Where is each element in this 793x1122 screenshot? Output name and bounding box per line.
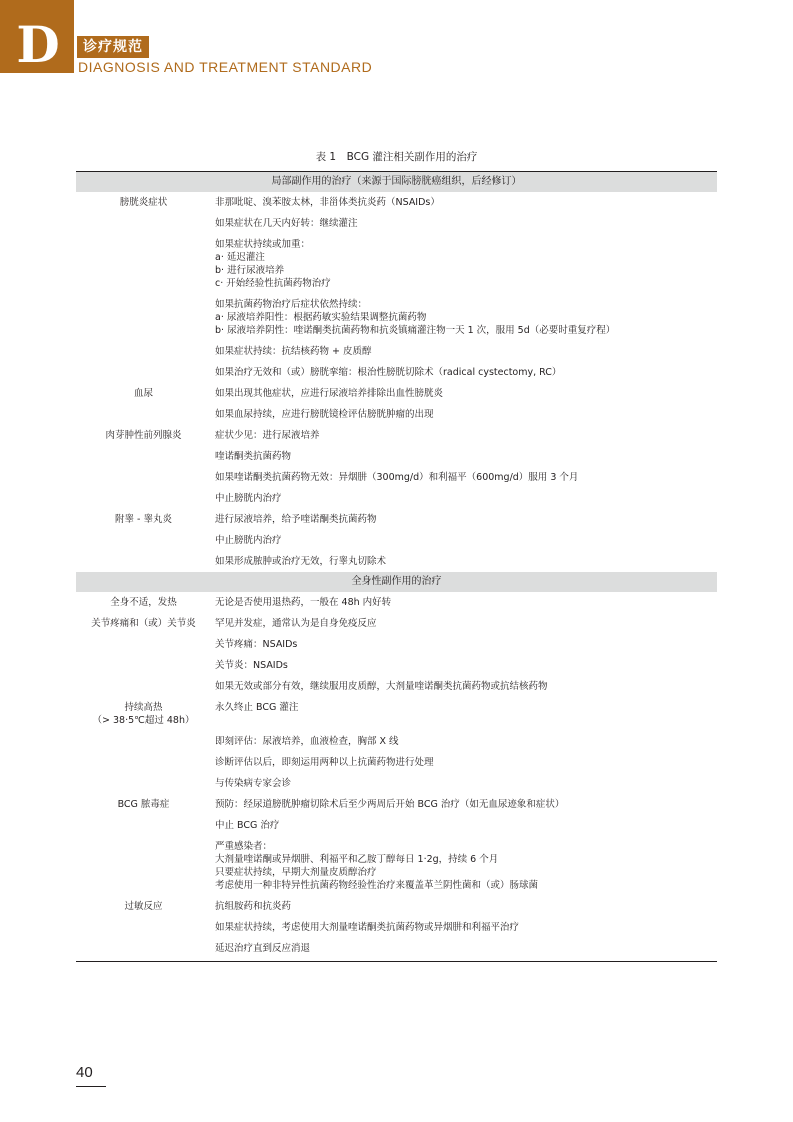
section-spacer [76,955,717,961]
table-row [76,756,717,769]
row-category-label: 附睾 - 睾丸炎 [115,514,172,525]
table-row [76,840,717,892]
treatment-line: 如果症状持续或加重： [215,239,311,250]
row-category [76,680,211,693]
treatment-line: 喹诺酮类抗菌药物 [215,451,292,462]
treatment-line: 如果抗菌药物治疗后症状依然持续： [215,299,368,310]
row-category-label: 膀胱炎症状 [119,197,168,208]
treatment-line: 关节炎：NSAIDs [215,660,288,671]
row-category [76,617,211,630]
treatment-line: b· 进行尿液培养 [215,265,285,276]
row-treatment [211,408,717,421]
table-row [76,238,717,290]
row-treatment [211,471,717,484]
row-treatment [211,298,717,337]
row-treatment [211,680,717,693]
treatment-line: 如果出现其他症状，应进行尿液培养排除出血性膀胱炎 [215,388,444,399]
table-row [76,900,717,913]
row-treatment [211,196,717,209]
table-section-heading: 局部副作用的治疗（来源于国际膀胱癌组织，后经修订） [76,172,717,192]
row-category [76,196,211,209]
row-treatment [211,345,717,358]
treatment-line: 与传染病专家会诊 [215,778,292,789]
table-row [76,659,717,672]
treatment-line: c· 开始经验性抗菌药物治疗 [215,278,331,289]
table-row [76,345,717,358]
row-category [76,345,211,358]
treatment-line: 中止膀胱内治疗 [215,493,282,504]
treatment-line: 如果症状在几天内好转：继续灌注 [215,218,358,229]
table-row [76,617,717,630]
table-row [76,366,717,379]
table-row [76,777,717,790]
treatment-line: 严重感染者： [215,841,273,852]
table-row [76,217,717,230]
row-category [76,819,211,832]
treatment-line: a· 延迟灌注 [215,252,265,263]
treatment-line: 中止膀胱内治疗 [215,535,282,546]
table-row [76,471,717,484]
treatment-line: 大剂量喹诺酮或异烟肼、利福平和乙胺丁醇每日 1·2g，持续 6 个月 [215,854,499,865]
treatment-line: 只要症状持续，早期大剂量皮质醇治疗 [215,867,377,878]
table-row [76,555,717,568]
treatment-line: 关节疼痛：NSAIDs [215,639,298,650]
row-category [76,513,211,526]
row-treatment [211,942,717,955]
row-category [76,534,211,547]
row-category [76,408,211,421]
table-row [76,798,717,811]
row-treatment [211,492,717,505]
row-category [76,387,211,400]
treatment-line: 永久终止 BCG 灌注 [215,702,299,713]
row-category [76,900,211,913]
table-row [76,298,717,337]
table-row [76,429,717,442]
treatment-line: 如果症状持续：抗结核药物 + 皮质醇 [215,346,372,357]
table-section-heading: 全身性副作用的治疗 [76,572,717,592]
row-treatment [211,840,717,892]
row-category [76,471,211,484]
row-treatment [211,387,717,400]
table-row [76,638,717,651]
table-row [76,450,717,463]
table-row [76,513,717,526]
row-category-label: 关节疼痛和（或）关节炎 [91,618,196,629]
treatment-line: 延迟治疗直到反应消退 [215,943,311,954]
row-category [76,942,211,955]
row-category-label: 全身不适，发热 [110,597,177,608]
treatment-line: 无论是否使用退热药，一般在 48h 内好转 [215,597,392,608]
row-category [76,840,211,892]
row-treatment [211,513,717,526]
row-category [76,429,211,442]
table-row [76,819,717,832]
treatment-line: 症状少见：进行尿液培养 [215,430,320,441]
table-row [76,942,717,955]
row-category [76,777,211,790]
table-row [76,492,717,505]
row-treatment [211,366,717,379]
row-category [76,555,211,568]
row-category [76,798,211,811]
row-treatment [211,921,717,934]
treatment-line: 中止 BCG 治疗 [215,820,280,831]
table-row [76,408,717,421]
row-treatment [211,756,717,769]
treatment-line: 罕见并发症，通常认为是自身免疫反应 [215,618,377,629]
table-row [76,534,717,547]
table-row [76,196,717,209]
table-row [76,387,717,400]
row-category [76,450,211,463]
row-treatment [211,555,717,568]
row-treatment [211,900,717,913]
section-title-en: DIAGNOSIS AND TREATMENT STANDARD [78,59,373,75]
row-treatment [211,701,717,727]
row-category [76,238,211,290]
treatment-line: 如果血尿持续，应进行膀胱镜检评估膀胱肿瘤的出现 [215,409,434,420]
treatment-line: 如果症状持续，考虑使用大剂量喹诺酮类抗菌药物或异烟肼和利福平治疗 [215,922,520,933]
row-category-label: 血尿 [133,388,153,399]
row-category [76,921,211,934]
row-category [76,492,211,505]
row-treatment [211,238,717,290]
row-category [76,659,211,672]
row-category [76,756,211,769]
row-category-sublabel: （> 38·5℃超过 48h） [92,715,195,726]
treatment-line: 进行尿液培养，给予喹诺酮类抗菌药物 [215,514,377,525]
row-category-label: 持续高热 [124,702,163,713]
row-treatment [211,217,717,230]
row-treatment [211,777,717,790]
treatment-line: 如果无效或部分有效，继续服用皮质醇，大剂量喹诺酮类抗菌药物或抗结核药物 [215,681,548,692]
row-category [76,217,211,230]
page-number-rule [76,1086,106,1087]
row-category-label: 肉芽肿性前列腺炎 [105,430,182,441]
row-category [76,596,211,609]
treatment-line: b· 尿液培养阴性：喹诺酮类抗菌药物和抗炎镇痛灌注物一天 1 次，服用 5d（必要时重复疗程） [215,325,616,336]
row-category [76,701,211,727]
table-row [76,735,717,748]
section-letter: D [16,15,60,74]
row-category-label: 过敏反应 [124,901,163,912]
row-category [76,638,211,651]
row-category [76,735,211,748]
table-row [76,921,717,934]
row-treatment [211,819,717,832]
treatment-line: 诊断评估以后，即刻运用两种以上抗菌药物进行处理 [215,757,434,768]
treatment-line: a· 尿液培养阳性：根据药敏实验结果调整抗菌药物 [215,312,427,323]
treatment-line: 即刻评估：尿液培养，血液检查，胸部 X 线 [215,736,399,747]
table-row [76,596,717,609]
section-title-cn: 诊疗规范 [77,36,149,58]
treatment-line: 如果形成脓肿或治疗无效，行睾丸切除术 [215,556,387,567]
side-effects-table [76,171,717,962]
header-color-block [0,0,74,73]
table-row [76,701,717,727]
row-category-label: BCG 脓毒症 [117,799,170,810]
treatment-line: 考虑使用一种非特异性抗菌药物经验性治疗来覆盖革兰阴性菌和（或）肠球菌 [215,880,539,891]
row-treatment [211,659,717,672]
row-category [76,298,211,337]
treatment-line: 抗组胺药和抗炎药 [215,901,292,912]
row-treatment [211,429,717,442]
page-number: 40 [76,1064,93,1081]
row-treatment [211,450,717,463]
row-treatment [211,596,717,609]
row-category [76,366,211,379]
row-treatment [211,534,717,547]
row-treatment [211,617,717,630]
row-treatment [211,638,717,651]
row-treatment [211,735,717,748]
treatment-line: 预防：经尿道膀胱肿瘤切除术后至少两周后开始 BCG 治疗（如无血尿迹象和症状） [215,799,565,810]
treatment-line: 如果喹诺酮类抗菌药物无效：异烟肼（300mg/d）和利福平（600mg/d）服用 3 个月 [215,472,579,483]
treatment-line: 如果治疗无效和（或）膀胱挛缩：根治性膀胱切除术（radical cystectomy, RC） [215,367,562,378]
row-treatment [211,798,717,811]
treatment-line: 非那吡啶、溴苯胺太林，非甾体类抗炎药（NSAIDs） [215,197,440,208]
table-row [76,680,717,693]
table-title: 表 1 BCG 灌注相关副作用的治疗 [315,151,478,163]
